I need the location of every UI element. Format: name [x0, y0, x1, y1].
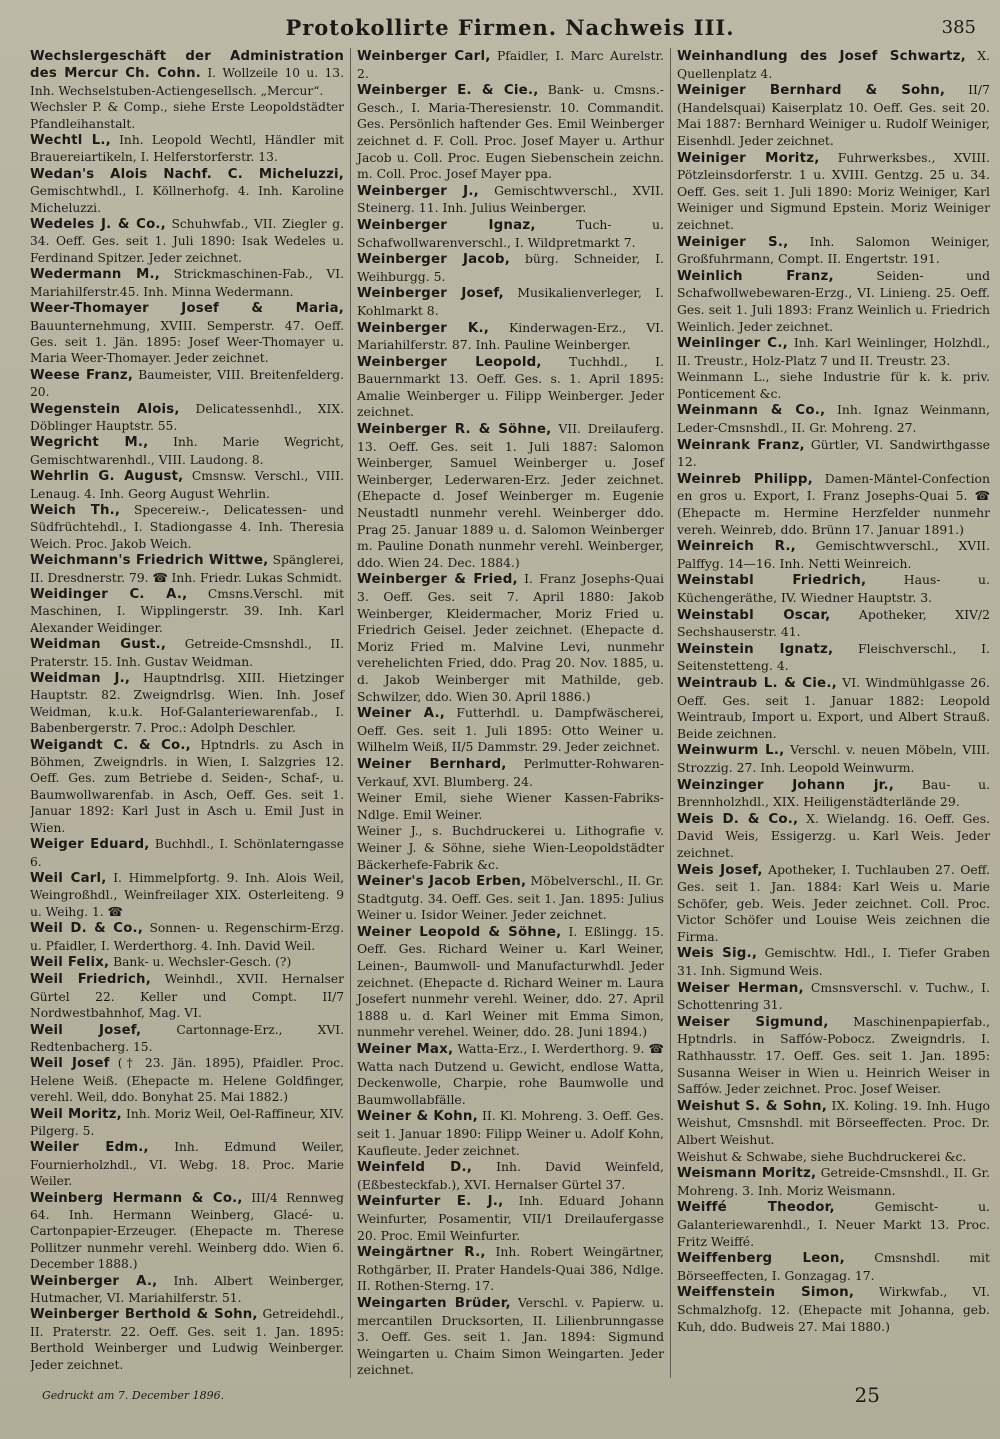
firm-name: Wegenstein Alois,: [30, 401, 180, 417]
directory-entry: [357, 823, 664, 873]
directory-entry: [677, 1149, 990, 1166]
directory-entry: [357, 285, 664, 319]
directory-entry: [677, 607, 990, 641]
firm-name: Weiger Eduard,: [30, 837, 150, 853]
page-header: [30, 8, 990, 48]
firm-name: Weiniger Bernhard & Sohn,: [677, 83, 946, 99]
directory-entry: [677, 471, 990, 538]
directory-entry: [30, 920, 344, 954]
firm-details: Seiden- und Schafwollwebewaren-Erzg., VI. Linieng. 25. Oeff. Ges. seit 1. Juli 1893: Franz Weinlich u. Friedrich Weinlich. Jeder zeichnet.: [677, 267, 990, 334]
firm-name: Weiner & Kohn,: [357, 1109, 478, 1125]
firm-details: II. Kl. Mohreng. 3. Oeff. Ges. seit 1. Januar 1890: Filipp Weiner u. Adolf Kohn, Kaufleute. Jeder zeichnet.: [357, 1108, 664, 1158]
firm-name: Wedermann M.,: [30, 267, 161, 283]
firm-name: Wegricht M.,: [30, 435, 149, 451]
directory-entry: [30, 1055, 344, 1105]
firm-details: Baumeister, VIII. Breitenfelderg. 20.: [30, 367, 344, 400]
firm-details: Schuhwfab., VII. Ziegler g. 34. Oeff. Ges. seit 1. Juli 1890: Isak Wedeles u. Ferdinand Spitzer. Jeder zeichnet.: [30, 217, 344, 265]
directory-entry: [30, 1139, 344, 1189]
directory-entry: [30, 636, 344, 670]
directory-entry: [357, 1108, 664, 1159]
firm-details: I. Himmelpfortg. 9. Inh. Alois Weil, Weingroßhdl., Weinfreilager XIX. Osterleiteng. 9 u. Weihg. 1. ☎: [30, 870, 344, 919]
directory-entry: [357, 571, 664, 705]
firm-details: X. Wielandg. 16. Oeff. Ges. David Weis, Essigerzg. u. Karl Weis. Jeder zeichnet.: [677, 810, 990, 860]
firm-name: Weis D. & Co.,: [677, 811, 799, 827]
firm-name: Weiner's Jacob Erben,: [357, 874, 527, 890]
firm-details: Fleischverschl., I. Seitenstetteng. 4.: [677, 640, 990, 674]
firm-details: Cartonnage-Erz., XVI. Redtenbacherg. 15.: [30, 1022, 344, 1054]
firm-details: Watta-Erz., I. Werderthorg. 9. ☎ Watta nach Dutzend u. Gewicht, endlose Watta, Deckenwolle, Charpie, rohe Baumwolle und Baumwollabfälle.: [357, 1041, 664, 1107]
firm-name: Weinberger Leopold,: [357, 354, 542, 370]
directory-entry: [357, 1244, 664, 1295]
directory-entry: [677, 402, 990, 436]
firm-name: Weis Sig.,: [677, 946, 758, 962]
firm-name: Weinberger K.,: [357, 320, 490, 336]
firm-name: Weinfeld D.,: [357, 1160, 473, 1176]
firm-details: Bank- u. Wechsler-Gesch. (?): [113, 954, 292, 969]
directory-entry: [30, 266, 344, 300]
directory-entry: [357, 873, 664, 924]
firm-details: († 23. Jän. 1895), Pfaidler. Proc. Helene Weiß. (Ehepacte m. Helene Goldfinger, verehl. Weil, ddo. Bonyhat 25. Mai 1882.): [30, 1056, 344, 1105]
directory-entry: [357, 1295, 664, 1378]
directory-entry: [677, 777, 990, 811]
directory-entry: [30, 1022, 344, 1056]
firm-name: Wechslergeschäft der Administration des Mercur Ch. Cohn.: [30, 49, 344, 82]
firm-name: Weinberger Carl,: [357, 49, 491, 64]
directory-entry: [30, 468, 344, 502]
firm-name: Weer-Thomayer Josef & Maria,: [30, 301, 344, 317]
firm-name: Weil Josef,: [30, 1022, 142, 1038]
directory-entry: [357, 1159, 664, 1193]
firm-name: Weiffenberg Leon,: [677, 1251, 845, 1267]
directory-entry: [677, 980, 990, 1014]
directory-entry: [677, 538, 990, 572]
directory-entry: [30, 132, 344, 166]
directory-entry: [30, 434, 344, 468]
directory-entry: [30, 954, 344, 971]
firm-details: Weiner Emil, siehe Wiener Kassen-Fabriks-Ndlge. Emil Weiner.: [357, 790, 664, 822]
directory-entry: [357, 251, 664, 285]
firm-name: Weiner Bernhard,: [357, 756, 507, 772]
firm-details: Cmsnsw. Verschl., VIII. Lenaug. 4. Inh. Georg August Wehrlin.: [30, 469, 344, 501]
firm-name: Weidman J.,: [30, 671, 131, 687]
firm-name: Weismann Moritz,: [677, 1166, 817, 1182]
directory-entry: [677, 1284, 990, 1335]
firm-details: Gemischtw. Hdl., I. Tiefer Graben 31. Inh. Sigmund Weis.: [677, 945, 990, 979]
directory-entry: [677, 48, 990, 82]
firm-name: Weil Carl,: [30, 870, 107, 886]
directory-entry: [677, 369, 990, 402]
sheet-number: 25: [854, 1383, 880, 1407]
directory-entry: [677, 1014, 990, 1098]
firm-name: Weinstein Ignatz,: [677, 641, 834, 657]
firm-name: Weintraub L. & Cie.,: [677, 675, 837, 691]
directory-entry: [677, 742, 990, 776]
directory-entry: [30, 552, 344, 586]
firm-name: Weiner A.,: [357, 706, 446, 722]
directory-entry: [30, 971, 344, 1021]
firm-name: Weinreb Philipp,: [677, 471, 813, 487]
firm-name: Weil Josef: [30, 1056, 110, 1072]
firm-details: Inh. Eduard Johann Weinfurter, Posamentir, VII/1 Dreilaufergasse 20. Proc. Emil Weinfurter.: [357, 1193, 664, 1243]
column-left: [30, 48, 350, 1378]
firm-details: Inh. Edmund Weiler, Fournierholzhdl., VI. Webg. 18. Proc. Marie Weiler.: [30, 1140, 344, 1189]
firm-details: Gürtler, VI. Sandwirthgasse 12.: [677, 436, 990, 470]
firm-name: Weiffé Theodor,: [677, 1200, 835, 1216]
firm-details: Inh. Marie Wegricht, Gemischtwarenhdl., VIII. Laudong. 8.: [30, 435, 344, 467]
firm-name: Weinstabl Friedrich,: [677, 573, 867, 589]
firm-details: Sonnen- u. Regenschirm-Erzg. u. Pfaidler, I. Werderthorg. 4. Inh. David Weil.: [30, 921, 344, 953]
directory-entry: [30, 502, 344, 552]
directory-entry: [677, 811, 990, 862]
firm-details: Inh. Robert Weingärtner, Rothgärber, II. Prater Handels-Quai 386, Ndlge. II. Rothen-Sterng. 17.: [357, 1244, 664, 1294]
firm-name: Weis Josef,: [677, 862, 763, 878]
firm-details: Spänglerei, II. Dresdnerstr. 79. ☎ Inh. Friedr. Lukas Schmidt.: [30, 553, 344, 585]
directory-entry: [357, 756, 664, 790]
firm-name: Wedeles J. & Co.,: [30, 217, 166, 233]
firm-details: Getreide-Cmsnshdl., II. Gr. Mohreng. 3. Inh. Moriz Weismann.: [677, 1165, 990, 1198]
firm-name: Weinstabl Oscar,: [677, 607, 831, 623]
firm-name: Weiler Edm.,: [30, 1140, 149, 1156]
firm-name: Weinwurm L.,: [677, 743, 785, 759]
directory-entry: [357, 354, 664, 421]
directory-entry: [677, 675, 990, 742]
directory-entry: [357, 320, 664, 354]
firm-details: Inh. Leopold Wechtl, Händler mit Brauereiartikeln, I. Helferstorferstr. 13.: [30, 133, 344, 165]
firm-details: Wechsler P. & Comp., siehe Erste Leopoldstädter Pfandleihanstalt.: [30, 100, 344, 131]
directory-entry: [357, 924, 664, 1041]
directory-entry: [677, 150, 990, 234]
directory-entry: [357, 183, 664, 217]
firm-details: Delicatessenhdl., XIX. Döblinger Hauptstr. 55.: [30, 401, 344, 433]
firm-name: Weese Franz,: [30, 367, 134, 383]
directory-entry: [30, 870, 344, 920]
directory-entry: [30, 1106, 344, 1140]
firm-details: bürg. Schneider, I. Weihburgg. 5.: [357, 251, 664, 284]
firm-name: Weigandt C. & Co.,: [30, 737, 191, 753]
firm-details: Inh. Albert Weinberger, Hutmacher, VI. Mariahilferstr. 51.: [30, 1273, 344, 1306]
firm-details: IX. Koling. 19. Inh. Hugo Weishut, Cmsnshdl. mit Börseeffecten. Proc. Dr. Albert Weishut.: [677, 1097, 990, 1147]
firm-details: Wirkwfab., VI. Schmalzhofg. 12. (Ehepacte mit Johanna, geb. Kuh, ddo. Budweis 27. Mai 1880.): [677, 1284, 990, 1334]
firm-name: Weiner Max,: [357, 1042, 454, 1058]
firm-name: Weinberger Berthold & Sohn,: [30, 1307, 258, 1323]
firm-name: Weiser Herman,: [677, 980, 804, 996]
firm-details: Cmsnsverschl. v. Tuchw., I. Schottenring 31.: [677, 979, 990, 1013]
directory-entry: [357, 217, 664, 251]
firm-details: VII. Dreilauferg. 13. Oeff. Ges. seit 1. Juli 1887: Salomon Weinberger, Samuel Weinberger u. Josef Weinberger, Lederwaren-Erz. Jeder zeichnet. (Ehepacte d. Josef Weinberger m. Eugenie Neustadtl nunmehr verehl. Weinberger ddo. Prag 25. Januar 1889 u. d. Salomon Weinberger m. Pauline Donath nunmehr verehl. Weinberger, ddo. Wien 24. Dec. 1884.): [357, 421, 665, 570]
firm-details: Inh. Salomon Weiniger, Großfuhrmann, Compt. II. Engertstr. 191.: [677, 233, 990, 267]
firm-details: Getreidehdl., II. Praterstr. 22. Oeff. Ges. seit 1. Jan. 1895: Berthold Weinberger und Ludwig Weinberger. Jeder zeichnet.: [30, 1307, 344, 1372]
firm-name: Weinrank Franz,: [677, 437, 805, 453]
directory-entry: [677, 437, 990, 471]
firm-details: Verschl. v. neuen Möbeln, VIII. Strozzig. 27. Inh. Leopold Weinwurm.: [677, 742, 990, 775]
firm-details: Inh. Moriz Weil, Oel-Raffineur, XIV. Pilgerg. 5.: [30, 1106, 344, 1138]
firm-details: Futterhdl. u. Dampfwäscherei, Oeff. Ges. seit 1. Juli 1895: Otto Weiner u. Wilhelm Weiß, II/5 Dammstr. 29. Jeder zeichnet.: [357, 705, 664, 755]
firm-details: Apotheker, XIV/2 Sechshauserstr. 41.: [677, 606, 990, 640]
firm-details: I. Wollzeile 10 u. 13. Inh. Wechselstuben-Actiengesellsch. „Mercur“.: [30, 66, 344, 98]
firm-details: Inh. Ignaz Weinmann, Leder-Cmsnshdl., II. Gr. Mohreng. 27.: [677, 402, 990, 436]
firm-name: Weingarten Brüder,: [357, 1295, 511, 1311]
firm-details: Damen-Mäntel-Confection en gros u. Export, I. Franz Josephs-Quai 5. ☎ (Ehepacte m. Hermine Herzfelder nunmehr vereh. Weinreb, ddo. Brünn 17. Januar 1891.): [677, 470, 990, 537]
directory-entry: [30, 1306, 344, 1373]
directory-entry: [677, 82, 990, 149]
firm-details: Bauunternehmung, XVIII. Semperstr. 47. Oeff. Ges. seit 1. Jän. 1895: Josef Weer-Thomayer u. Maria Weer-Thomayer. Jeder zeichnet.: [30, 318, 344, 366]
firm-name: Weinberger A.,: [30, 1273, 158, 1289]
firm-details: Haus- u. Küchengeräthe, IV. Wiedner Hauptstr. 3.: [677, 572, 990, 605]
directory-entry: [357, 1193, 664, 1244]
firm-name: Weinberger Ignaz,: [357, 217, 536, 233]
directory-entry: [30, 586, 344, 636]
firm-name: Weinfurter E. J.,: [357, 1194, 504, 1210]
firm-details: I. Eßlingg. 15. Oeff. Ges. Richard Weiner u. Karl Weiner, Leinen-, Baumwoll- und Manufacturwhdl. Jeder zeichnet. (Ehepacte d. Richard Weiner m. Laura Josefert nunmehr verehl. Weiner, ddo. 27. April 1888 u. d. Karl Weiner mit Emma Simon, nunmehr verehel. Weiner, ddo. 28. Juni 1894.): [357, 923, 664, 1040]
directory-entry: [677, 1098, 990, 1149]
firm-name: Weinzinger Johann jr.,: [677, 777, 895, 793]
firm-details: VI. Windmühlgasse 26. Oeff. Ges. seit 1. Januar 1882: Leopold Weintraub, Import u. Export, und Albert Strauß. Beide zeichnen.: [677, 674, 990, 741]
page-footer: [30, 1383, 960, 1417]
directory-entry: [357, 82, 664, 183]
firm-details: Perlmutter-Rohwaren-Verkauf, XVI. Blumberg. 24.: [357, 755, 664, 789]
firm-name: Weiffenstein Simon,: [677, 1285, 855, 1301]
directory-entry: [677, 572, 990, 606]
firm-name: Weich Th.,: [30, 502, 121, 518]
directory-entry: [677, 945, 990, 979]
directory-entry: [677, 862, 990, 946]
directory-entry: [30, 216, 344, 266]
firm-name: Weinreich R.,: [677, 539, 796, 555]
firm-details: Buchhdl., I. Schönlaterngasse 6.: [30, 837, 344, 869]
firm-name: Weil D. & Co.,: [30, 921, 144, 937]
columns: [30, 48, 990, 1378]
firm-details: Verschl. v. Papierw. u. mercantilen Drucksorten, II. Lilienbrunngasse 3. Oeff. Ges. seit 1. Jan. 1894: Sigmund Weingarten u. Chaim Simon Weingarten. Jeder zeichnet.: [357, 1294, 664, 1378]
firm-name: Weiniger S.,: [677, 234, 789, 250]
firm-name: Weil Moritz,: [30, 1106, 122, 1122]
firm-details: Möbelverschl., II. Gr. Stadtgutg. 34. Oeff. Ges. seit 1. Jan. 1895: Julius Weiner u. Isidor Weiner. Jeder zeichnet.: [357, 873, 664, 923]
firm-details: Pfaidler, I. Marc Aurelstr. 2.: [357, 48, 664, 81]
directory-entry: [677, 1165, 990, 1199]
firm-details: Musikalienverleger, I. Kohlmarkt 8.: [357, 285, 664, 318]
firm-name: Wedan's Alois Nachf. C. Micheluzzi,: [30, 166, 344, 182]
firm-details: Weinmann L., siehe Industrie für k. k. priv. Ponticement &c.: [677, 369, 990, 401]
firm-details: Tuch- u. Schafwollwarenverschl., I. Wildpretmarkt 7.: [357, 216, 664, 250]
firm-name: Weinmann & Co.,: [677, 403, 826, 419]
firm-name: Weiser Sigmund,: [677, 1014, 829, 1030]
directory-entry: [357, 421, 664, 571]
firm-name: Weinhandlung des Josef Schwartz,: [677, 49, 966, 64]
firm-name: Weil Friedrich,: [30, 972, 151, 988]
directory-entry: [30, 670, 344, 737]
directory-entry: [677, 234, 990, 268]
firm-details: Inh. Karl Weinlinger, Holzhdl., II. Treustr., Holz-Platz 7 und II. Treustr. 23.: [677, 335, 990, 368]
firm-name: Weinberger J.,: [357, 183, 479, 199]
firm-name: Weinlich Franz,: [677, 268, 834, 284]
firm-details: Gemischtwverschl., XVII. Steinerg. 11. Inh. Julius Weinberger.: [357, 182, 664, 216]
firm-details: III/4 Rennweg 64. Inh. Hermann Weinberg, Glacé- u. Cartonpapier-Erzeuger. (Ehepacte m. Therese Pollitzer nunmehr verehl. Weinberg ddo. Wien 6. December 1888.): [30, 1190, 344, 1272]
firm-name: Weinberger & Fried,: [357, 572, 518, 588]
firm-name: Weinberger R. & Söhne,: [357, 422, 552, 438]
directory-entry: [30, 166, 344, 216]
firm-name: Weidman Gust.,: [30, 637, 167, 653]
directory-entry: [30, 401, 344, 435]
firm-details: Kinderwagen-Erz., VI. Mariahilferstr. 87. Inh. Pauline Weinberger.: [357, 319, 664, 353]
firm-details: Bank- u. Cmsns.-Gesch., I. Maria-Theresienstr. 10. Commandit. Ges. Persönlich haftender Ges. Emil Weinberger zeichnet d. F. Coll. Proc. Josef Mayer u. Arthur Jacob u. Coll. Proc. Eugen Siebenschein zeichn. m. Coll. Proc. Josef Mayer ppa.: [357, 82, 664, 182]
firm-details: Tuchhdl., I. Bauernmarkt 13. Oeff. Ges. s. 1. April 1895: Amalie Weinberger u. Filipp Weinberger. Jeder zeichnet.: [357, 353, 664, 420]
firm-name: Weiner Leopold & Söhne,: [357, 924, 562, 940]
firm-name: Weil Felix,: [30, 954, 110, 970]
firm-details: Apotheker, I. Tuchlauben 27. Oeff. Ges. seit 1. Jan. 1884: Karl Weis u. Marie Schöfer, geb. Weis. Jeder zeichnet. Coll. Proc. Victor Schöfer und Louise Weis zeichnen die Firma.: [677, 861, 990, 944]
directory-entry: [30, 737, 344, 836]
firm-name: Weishut S. & Sohn,: [677, 1098, 828, 1114]
firm-details: Getreide-Cmsnshdl., II. Praterstr. 15. Inh. Gustav Weidman.: [30, 637, 344, 669]
firm-details: Bau- u. Brennholzhdl., XIX. Heiligenstädterlände 29.: [677, 776, 990, 810]
firm-details: Gemischtwverschl., XVII. Palffyg. 14—16. Inh. Netti Weinreich.: [677, 538, 990, 571]
firm-details: Weinhdl., XVII. Hernalser Gürtel 22. Keller und Compt. II/7 Nordwestbahnhof, Mag. VI.: [30, 972, 344, 1021]
directory-entry: [677, 268, 990, 335]
directory-entry: [30, 367, 344, 401]
firm-name: Weichmann's Friedrich Wittwe,: [30, 553, 269, 569]
print-date: Gedruckt am 7. December 1896.: [42, 1389, 225, 1402]
firm-details: Cmsns.Verschl. mit Maschinen, I. Wipplingerstr. 39. Inh. Karl Alexander Weidinger.: [30, 587, 345, 635]
directory-entry: [30, 1190, 344, 1273]
firm-name: Weinlinger C.,: [677, 336, 788, 352]
firm-name: Weinberger Jacob,: [357, 252, 510, 268]
page-title: Protokollirte Firmen. Nachweis III.: [285, 15, 735, 40]
firm-details: X. Quellenplatz 4.: [677, 48, 990, 81]
firm-name: Weidinger C. A.,: [30, 587, 188, 602]
directory-entry: [677, 335, 990, 369]
directory-entry: [30, 836, 344, 870]
directory-entry: [30, 99, 344, 132]
directory-entry: [677, 1250, 990, 1284]
firm-name: Weingärtner R.,: [357, 1245, 486, 1261]
firm-name: Weinberger Josef,: [357, 286, 504, 302]
firm-details: Hauptndrlsg. XIII. Hietzinger Hauptstr. 82. Zweigndrlsg. Wien. Inh. Josef Weidman, k.u.k. Hof-Galanteriewarenfab., I. Babenbergerstr. 7. Proc.: Adolph Deschler.: [30, 671, 344, 736]
firm-details: Specereiw.-, Delicatessen- und Südfrüchtehdl., I. Stadiongasse 4. Inh. Theresia Weich. Proc. Jakob Weich.: [30, 502, 344, 551]
firm-name: Wehrlin G. August,: [30, 469, 184, 485]
directory-entry: [357, 48, 664, 82]
firm-details: I. Franz Josephs-Quai 3. Oeff. Ges. seit 7. April 1880: Jakob Weinberger, Kleidermacher, Moriz Fried u. Friedrich Geisel. Jeder zeichnet. (Ehepacte d. Moriz Fried m. Malvine Levi, nunmehr verehelichten Fried, ddo. Prag 20. Nov. 1885, u. d. Jakob Weinberger mit Mathilde, geb. Schwilzer, ddo. Wien 30. April 1886.): [357, 571, 664, 704]
firm-name: Wechtl L.,: [30, 133, 111, 149]
firm-details: Fuhrwerksbes., XVIII. Pötzleinsdorferstr. 1 u. XVIII. Gentzg. 25 u. 34. Oeff. Ges. seit 1. Juli 1890: Moriz Weiniger, Karl Weiniger und Sigmund Epstein. Moriz Weiniger zeichnet.: [677, 149, 990, 232]
directory-entry: [357, 705, 664, 756]
firm-details: Hptndrls. zu Asch in Böhmen, Zweigndrls. in Wien, I. Salzgries 12. Oeff. Ges. zum Betriebe d. Seiden-, Schaf-, u. Baumwollwarenfab. in Asch, Oeff. Ges. seit 1. Januar 1892: Karl Just in Asch u. Emil Just in Wien.: [30, 737, 344, 835]
firm-details: Maschinenpapierfab., Hptndrls. in Saffów-Pobocz. Zweigndrls. I. Rathhausstr. 17. Oeff. Ges. seit 1. Jan. 1895: Susanna Weiser in Wien u. Heinrich Weiser in Saffów. Jeder zeichnet. Proc. Josef Weiser.: [677, 1013, 990, 1097]
column-right: [670, 48, 990, 1378]
firm-details: Strickmaschinen-Fab., VI. Mariahilferstr.45. Inh. Minna Wedermann.: [30, 267, 344, 299]
directory-entry: [30, 48, 344, 99]
firm-details: Cmsnshdl. mit Börseeffecten, I. Gonzagag. 17.: [677, 1250, 990, 1283]
directory-entry: [30, 300, 344, 367]
firm-details: Weishut & Schwabe, siehe Buchdruckerei &c.: [677, 1148, 967, 1164]
directory-entry: [677, 641, 990, 675]
page-number: 385: [941, 17, 976, 38]
firm-name: Weinberg Hermann & Co.,: [30, 1190, 243, 1206]
column-middle: [350, 48, 670, 1378]
directory-entry: [30, 1273, 344, 1307]
firm-name: Weinberger E. & Cie.,: [357, 83, 539, 99]
firm-details: Gemischtwhdl., I. Köllnerhofg. 4. Inh. Karoline Micheluzzi.: [30, 184, 344, 215]
firm-name: Weiniger Moritz,: [677, 150, 820, 166]
firm-details: Inh. David Weinfeld, (Eßbesteckfab.), XVI. Hernalser Gürtel 37.: [357, 1159, 664, 1192]
directory-entry: [357, 1041, 664, 1108]
firm-details: Weiner J., s. Buchdruckerei u. Lithografie v. Weiner J. & Söhne, siehe Wien-Leopoldstädter Bäckerhefe-Fabrik &c.: [357, 823, 664, 872]
directory-entry: [357, 790, 664, 823]
directory-entry: [677, 1199, 990, 1250]
firm-details: Gemischt- u. Galanteriewarenhdl., I. Neuer Markt 13. Proc. Fritz Weiffé.: [677, 1199, 990, 1249]
firm-details: II/7 (Handelsquai) Kaiserplatz 10. Oeff. Ges. seit 20. Mai 1887: Bernhard Weiniger u. Rudolf Weiniger, Eisenhdl. Jeder zeichnet.: [677, 82, 990, 148]
